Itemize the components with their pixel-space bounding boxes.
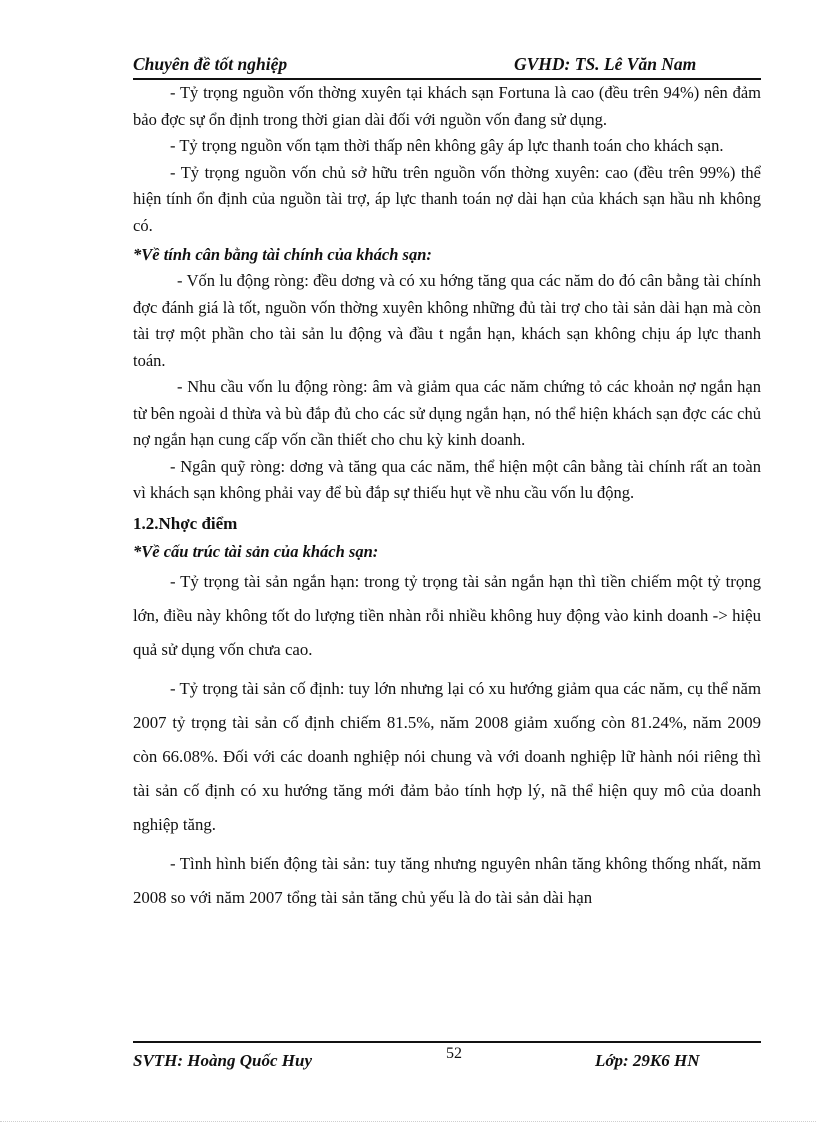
paragraph-8: - Tỷ trọng tài sản cố định: tuy lớn nhưng lại có xu hướng giảm qua các năm, cụ thể năm 2007 tỷ trọng tài sản cố định chiếm 81.5%, năm 2008 giảm xuống còn 81.24%, năm 2009 còn 66.08%. Đối với các doanh nghiệp nói chung và với doanh nghiệp lữ hành nói riêng thì tài sản cố định có xu hướng tăng mới đảm bảo tính hợp lý, nã thể hiện quy mô của doanh nghiệp tăng.	[133, 678, 761, 834]
paragraph-3: - Tỷ trọng nguồn vốn chủ sở hữu trên nguồn vốn thờng xuyên: cao (đều trên 99%) thể hiện tính ổn định của nguồn tài trợ, áp lực thanh toán nợ dài hạn của khách sạn hầu nh không có.	[133, 162, 761, 235]
paragraph-1: - Tỷ trọng nguồn vốn thờng xuyên tại khách sạn Fortuna là cao (đều trên 94%) nên đảm bảo đợc sự ổn định trong thời gian dài đối với nguồn vốn đang sử dụng.	[133, 83, 761, 129]
paragraph-6: - Ngân quỹ ròng: dơng và tăng qua các năm, thể hiện một cân bằng tài chính rất an toàn vì khách sạn không phải vay để bù đắp sự thiếu hụt về nhu cầu vốn lu động.	[133, 456, 761, 502]
section-heading-weaknesses: 1.2.Nhợc điểm	[133, 513, 238, 533]
paragraph-4: - Vốn lu động ròng: đều dơng và có xu hớng tăng qua các năm do đó cân bằng tài chính đợc đánh giá là tốt, nguồn vốn thờng xuyên không những đủ tài trợ cho tài sản dài hạn mà còn tài trợ một phần cho tài sản lu động và đầu t ngắn hạn, khách sạn không chịu áp lực thanh toán.	[133, 271, 761, 370]
document-body	[133, 80, 761, 915]
subheading-financial-balance: *Về tính cân bằng tài chính của khách sạn:	[133, 245, 432, 264]
page-header	[133, 52, 761, 80]
subheading-asset-structure: *Về cấu trúc tài sản của khách sạn:	[133, 541, 379, 561]
paragraph-2: - Tỷ trọng nguồn vốn tạm thời thấp nên không gây áp lực thanh toán cho khách sạn.	[170, 136, 724, 155]
footer-student: SVTH: Hoàng Quốc Huy	[133, 1051, 312, 1070]
header-title: Chuyên đề tốt nghiệp	[133, 54, 288, 74]
paragraph-7: - Tỷ trọng tài sản ngắn hạn: trong tỷ trọng tài sản ngắn hạn thì tiền chiếm một tỷ trọng lớn, điều này không tốt do lượng tiền nhàn rỗi nhiều không huy động vào kinh doanh -> hiệu quả sử dụng vốn chưa cao.	[133, 571, 761, 659]
page-number: 52	[446, 1045, 462, 1062]
bottom-dotted-rule	[0, 1121, 816, 1122]
footer-class: Lớp: 29K6 HN	[595, 1051, 700, 1070]
page-footer	[133, 1041, 761, 1079]
paragraph-9: - Tình hình biến động tài sản: tuy tăng nhưng nguyên nhân tăng không thống nhất, năm 2008 so với năm 2007 tổng tài sản tăng chủ yếu là do tài sản dài hạn	[133, 853, 761, 907]
paragraph-5: - Nhu cầu vốn lu động ròng: âm và giảm qua các năm chứng tỏ các khoản nợ ngắn hạn từ bên ngoài d thừa và bù đắp đủ cho các sử dụng ngắn hạn, nó thể hiện khách sạn đợc các chủ nợ ngắn hạn cung cấp vốn cần thiết cho chu kỳ kinh doanh.	[133, 377, 761, 449]
header-supervisor: GVHD: TS. Lê Văn Nam	[514, 54, 697, 74]
